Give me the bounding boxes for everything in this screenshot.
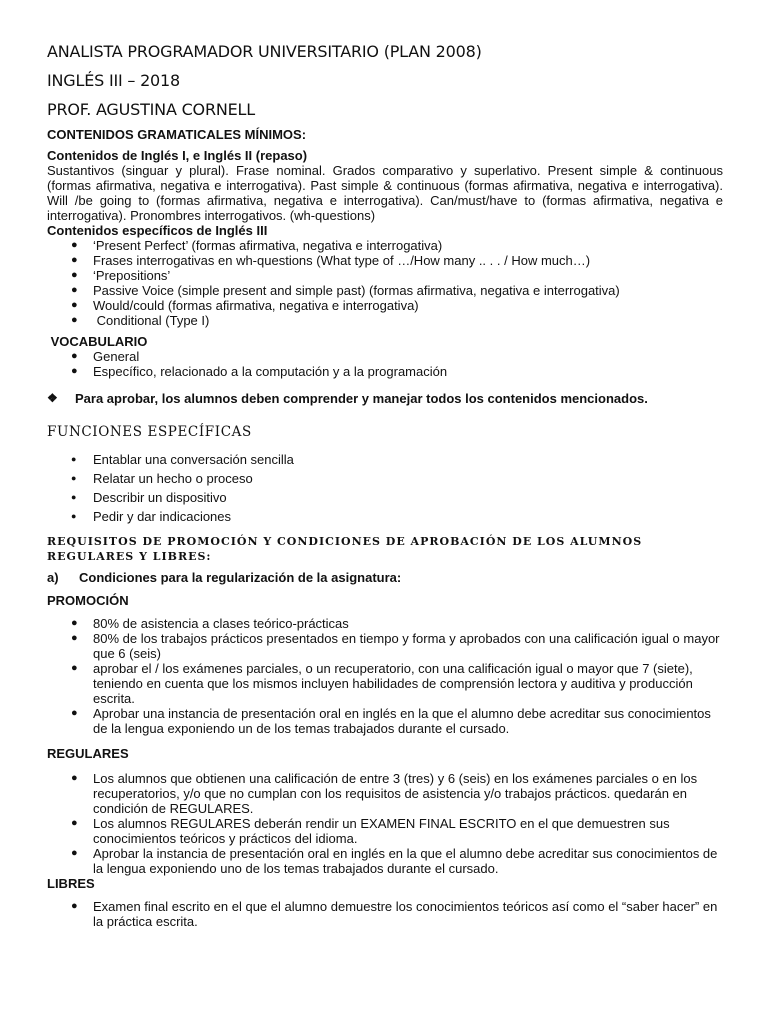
list-item: ● Relatar un hecho o proceso [71,471,253,486]
list-item: ● Específico, relacionado a la computación y a la programación [71,364,448,379]
repaso-text: Sustantivos (singuar y plural). Frase nominal. Grados comparativo y superlativo. Present simple & continuous (formas afirmativa, negativa e interrogativa). Past simple & continuous (formas afirmativa, negativa e interrogativa). Will /be going to (formas afirmativa, negativa e interrogativa). Can/must/have to (formas afirmativa, negativa e interrogativa). Pronombres interrogativos. (wh-questions) [47,163,723,223]
list-item: ● Los alumnos que obtienen una calificación de entre 3 (tres) y 6 (seis) en los exámenes parciales o en los recuperatorios, y/o que no cumplan con los requisitos de asistencia y/o trabajos prácticos. quedarán en condición de REGULARES. [71,771,698,816]
libres-heading: LIBRES [47,876,95,891]
list-item: ● Passive Voice (simple present and simple past) (formas afirmativa, negativa e interrogativa) [71,283,620,298]
contenidos-heading: CONTENIDOS GRAMATICALES MÍNIMOS: [47,127,307,142]
bullet-icon: ● [71,473,77,483]
aprobar-note: ❖ Para aprobar, los alumnos deben comprender y manejar todos los contenidos mencionados. [47,391,648,406]
bullet-icon: ● [71,350,78,362]
bullet-icon: ● [71,454,77,464]
bullet-icon: ● [71,817,78,829]
diamond-bullet-icon: ❖ [47,391,58,405]
list-item: ● General [71,349,140,364]
especificos-heading: Contenidos específicos de Inglés III [47,223,268,238]
list-item: ● ‘Present Perfect’ (formas afirmativa, negativa e interrogativa) [71,238,443,253]
list-item: ● Los alumnos REGULARES deberán rendir un EXAMEN FINAL ESCRITO en el que demuestren sus conocimientos teóricos y prácticos del idioma. [71,816,670,846]
professor-name: PROF. AGUSTINA CORNELL [47,100,255,119]
vocabulario-list [47,349,723,379]
bullet-icon: ● [71,847,78,859]
bullet-icon: ● [71,269,78,281]
list-item: ● Frases interrogativas en wh-questions (What type of …/How many .. . . / How much…) [71,253,591,268]
list-item: ● Describir un dispositivo [71,490,227,505]
bullet-icon: ● [71,365,78,377]
list-item: ● Conditional (Type I) [71,313,210,328]
list-item: ● aprobar el / los exámenes parciales, o un recuperatorio, con una calificación igual o mayor que 7 (siete), teniendo en cuenta que los mismos incluyen habilidades de comprensión lectora y auditiva y producción escrita. [71,661,693,706]
list-item: ● Would/could (formas afirmativa, negativa e interrogativa) [71,298,419,313]
list-item: ● ‘Prepositions’ [71,268,171,283]
bullet-icon: ● [71,617,78,629]
bullet-icon: ● [71,772,78,784]
list-item: ● Aprobar la instancia de presentación oral en inglés en la que el alumno debe acreditar sus conocimientos de la lengua exponiendo uno de los temas trabajados durante el cursado. [71,846,718,876]
repaso-heading: Contenidos de Inglés I, e Inglés II (repaso) [47,148,308,163]
document-page [47,42,723,929]
course-title: INGLÉS III – 2018 [47,71,180,90]
list-item: ● Pedir y dar indicaciones [71,509,232,524]
program-title: ANALISTA PROGRAMADOR UNIVERSITARIO (PLAN 2008) [47,42,482,61]
vocabulario-heading: VOCABULARIO [47,334,148,349]
bullet-icon: ● [71,511,77,521]
bullet-icon: ● [71,492,77,502]
bullet-icon: ● [71,900,78,912]
bullet-icon: ● [71,314,78,326]
bullet-icon: ● [71,707,78,719]
promocion-heading: PROMOCIÓN [47,593,129,608]
list-item: ● 80% de asistencia a clases teórico-prácticas [71,616,349,631]
bullet-icon: ● [71,239,78,251]
funciones-heading: FUNCIONES ESPECÍFICAS [47,424,252,440]
regulares-list [47,771,723,876]
especificos-list [47,238,723,328]
list-item: ● Entablar una conversación sencilla [71,452,294,467]
condiciones-line: a) Condiciones para la regularización de la asignatura: [47,570,402,585]
funciones-list [47,450,723,526]
bullet-icon: ● [71,284,78,296]
libres-list [47,899,723,929]
bullet-icon: ● [71,662,78,674]
bullet-icon: ● [71,299,78,311]
bullet-icon: ● [71,632,78,644]
list-item: ● Aprobar una instancia de presentación oral en inglés en la que el alumno debe acreditar sus conocimientos de la lengua exponiendo un de los temas trabajados durante el cursado. [71,706,711,736]
bullet-icon: ● [71,254,78,266]
list-item: ● 80% de los trabajos prácticos presentados en tiempo y forma y aprobados con una calificación igual o mayor que 6 (seis) [71,631,720,661]
requisitos-heading: REQUISITOS DE PROMOCIÓN Y CONDICIONES DE APROBACIÓN DE LOS ALUMNOS REGULARES Y LIBRES: [47,535,643,563]
promocion-list [47,616,723,736]
regulares-heading: REGULARES [47,746,129,761]
list-item: ● Examen final escrito en el que el alumno demuestre los conocimientos teóricos así como el “saber hacer” en la práctica escrita. [71,899,718,929]
